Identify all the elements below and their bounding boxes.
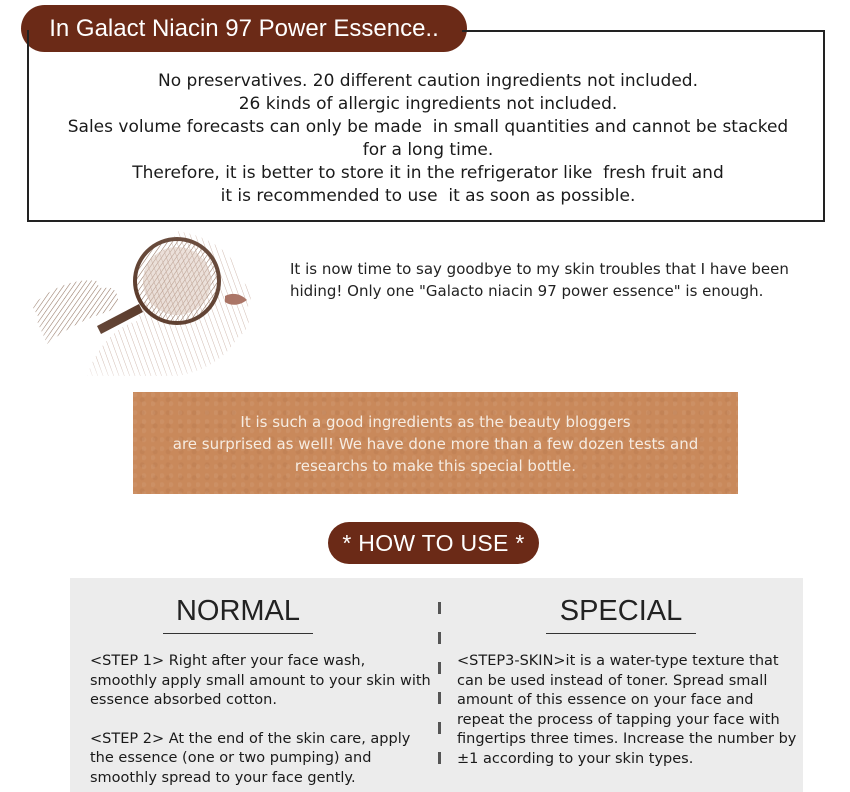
kraft-line: researchs to make this special bottle. bbox=[294, 457, 577, 475]
notice-line: No preservatives. 20 different caution ingredients not included. bbox=[158, 71, 698, 91]
special-title: SPECIAL bbox=[546, 595, 696, 634]
special-instructions bbox=[457, 652, 797, 788]
notice-box bbox=[27, 30, 825, 222]
normal-step-2: <STEP 2> At the end of the skin care, apply the essence (one or two pumping) and smoothly spread to your face gently. bbox=[90, 730, 411, 786]
intro-text: It is now time to say goodbye to my skin troubles that I have been hiding! Only one "Galacto niacin 97 power essence" is enough. bbox=[290, 260, 789, 300]
notice-line: Therefore, it is better to store it in the refrigerator like fresh fruit and bbox=[132, 163, 724, 183]
kraft-note-box bbox=[133, 392, 738, 494]
how-to-use-heading: * HOW TO USE * bbox=[328, 522, 539, 564]
special-step-3: <STEP3-SKIN>it is a water-type texture that can be used instead of toner. Spread small amount of this essence on your face and repeat the process of tapping your face with fingertips three times. Increase the number by ±1 according to your skin types. bbox=[457, 653, 797, 767]
notice-line: Sales volume forecasts can only be made in small quantities and cannot be stacked bbox=[67, 117, 789, 137]
page-title: In Galact Niacin 97 Power Essence.. bbox=[21, 5, 467, 52]
notice-line: for a long time. bbox=[362, 140, 494, 160]
kraft-line: It is such a good ingredients as the beauty bloggers bbox=[240, 413, 631, 431]
kraft-line: are surprised as well! We have done more than a few dozen tests and bbox=[172, 435, 699, 453]
normal-step-1: <STEP 1> Right after your face wash, smoothly apply small amount to your skin with essence absorbed cotton. bbox=[90, 653, 431, 708]
column-divider bbox=[438, 602, 441, 792]
notice-line: it is recommended to use it as soon as possible. bbox=[220, 186, 636, 206]
usage-panel bbox=[70, 578, 803, 792]
magnifier-illustration bbox=[27, 226, 272, 376]
notice-text bbox=[29, 70, 827, 208]
notice-line: 26 kinds of allergic ingredients not included. bbox=[238, 94, 618, 114]
normal-instructions bbox=[90, 652, 435, 792]
normal-title: NORMAL bbox=[163, 595, 313, 634]
